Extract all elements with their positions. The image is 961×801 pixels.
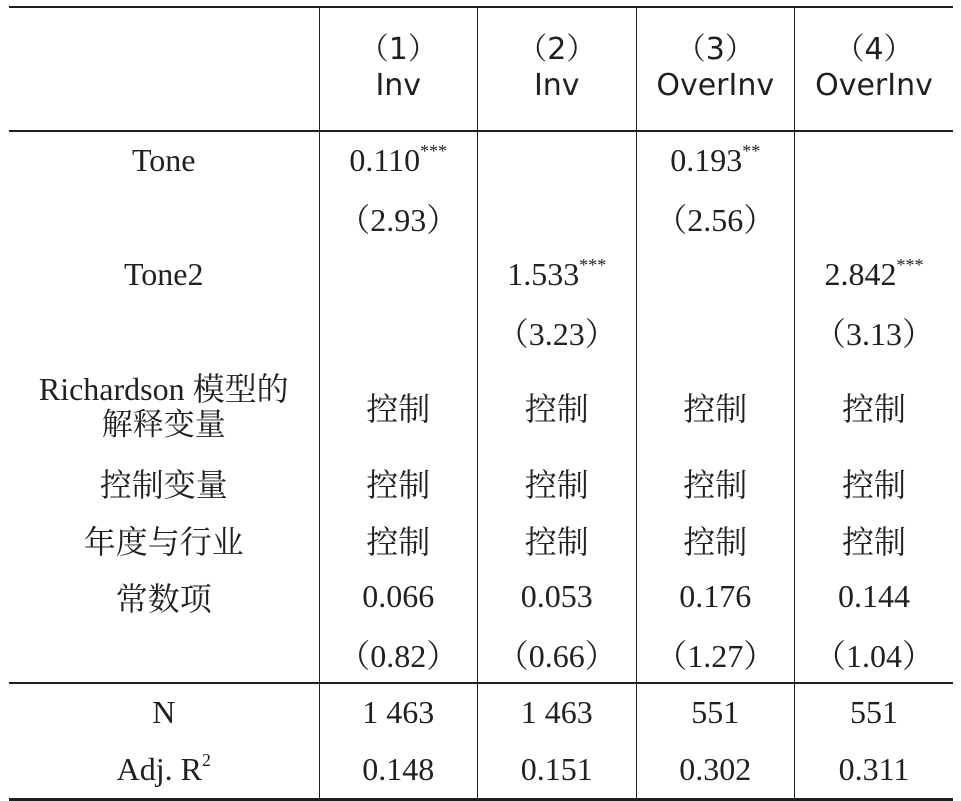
header-row xyxy=(9,6,953,131)
cell-tone-t-c3: （2.56） xyxy=(636,189,795,246)
cell-tone2-t-c3 xyxy=(636,303,795,360)
cell-controls-c1: 控制 xyxy=(319,454,478,511)
header-col-4 xyxy=(795,6,954,131)
row-label-n: N xyxy=(152,694,176,730)
coef-value: 0.193 xyxy=(670,142,743,178)
cell-year-industry-c2: 控制 xyxy=(478,511,637,568)
adj-r-label: Adj. R xyxy=(116,751,202,787)
header-col-4-variable: OverInv xyxy=(815,68,933,103)
row-label-richardson-line2: 解释变量 xyxy=(101,407,226,443)
table-row xyxy=(9,303,953,360)
cell-const-t-c2: （0.66） xyxy=(478,625,637,683)
table-row xyxy=(9,454,953,511)
row-label-tone: Tone xyxy=(131,142,196,178)
cell-const-c4: 0.144 xyxy=(795,568,954,625)
cell-n-c3: 551 xyxy=(636,683,795,741)
header-col-1-number: （1） xyxy=(358,32,438,67)
cell-tone-t-c4 xyxy=(795,189,954,246)
cell-controls-c3: 控制 xyxy=(636,454,795,511)
cell-richardson-c3: 控制 xyxy=(636,360,795,454)
coef-value: 0.110 xyxy=(349,142,421,178)
cell-const-c1: 0.066 xyxy=(319,568,478,625)
row-label-richardson-line1: Richardson 模型的 xyxy=(38,371,289,407)
cell-r2-c4: 0.311 xyxy=(795,741,954,800)
cell-r2-c1: 0.148 xyxy=(319,741,478,800)
cell-n-c2: 1 463 xyxy=(478,683,637,741)
cell-year-industry-c1: 控制 xyxy=(319,511,478,568)
significance-stars: ** xyxy=(742,141,761,161)
table-row xyxy=(9,741,953,800)
superscript-2: 2 xyxy=(201,750,211,770)
header-col-3-number: （3） xyxy=(675,32,755,67)
coef-value: 1.533 xyxy=(507,256,580,292)
row-label-blank xyxy=(9,189,319,246)
regression-table-container xyxy=(9,6,953,801)
header-blank xyxy=(9,6,319,131)
top-rule xyxy=(9,6,953,8)
significance-stars: *** xyxy=(579,255,607,275)
table-row xyxy=(9,246,953,303)
cell-const-t-c1: （0.82） xyxy=(319,625,478,683)
table-row xyxy=(9,189,953,246)
cell-r2-c2: 0.151 xyxy=(478,741,637,800)
cell-tone2-c4 xyxy=(795,246,954,303)
cell-const-c2: 0.053 xyxy=(478,568,637,625)
cell-tone2-t-c1 xyxy=(319,303,478,360)
cell-richardson-c1: 控制 xyxy=(319,360,478,454)
cell-const-t-c4: （1.04） xyxy=(795,625,954,683)
table-row xyxy=(9,511,953,568)
cell-r2-c3: 0.302 xyxy=(636,741,795,800)
cell-tone-c1 xyxy=(319,131,478,189)
cell-richardson-c2: 控制 xyxy=(478,360,637,454)
cell-tone-c4 xyxy=(795,131,954,189)
row-label-blank xyxy=(9,303,319,360)
cell-year-industry-c3: 控制 xyxy=(636,511,795,568)
cell-tone-t-c2 xyxy=(478,189,637,246)
header-col-1-variable: Inv xyxy=(375,68,422,103)
header-col-2 xyxy=(478,6,637,131)
row-label-year-industry: 年度与行业 xyxy=(83,523,244,560)
row-label-tone2: Tone2 xyxy=(123,256,204,292)
cell-const-c3: 0.176 xyxy=(636,568,795,625)
row-label-adj-r2 xyxy=(9,741,319,800)
cell-controls-c2: 控制 xyxy=(478,454,637,511)
row-label-richardson xyxy=(9,360,319,454)
regression-table xyxy=(9,6,953,801)
header-col-1 xyxy=(319,6,478,131)
cell-tone2-c2 xyxy=(478,246,637,303)
table-row xyxy=(9,568,953,625)
cell-tone2-c1 xyxy=(319,246,478,303)
cell-const-t-c3: （1.27） xyxy=(636,625,795,683)
cell-year-industry-c4: 控制 xyxy=(795,511,954,568)
coef-value: 2.842 xyxy=(824,256,897,292)
cell-n-c4: 551 xyxy=(795,683,954,741)
table-row xyxy=(9,360,953,454)
header-col-3 xyxy=(636,6,795,131)
significance-stars: *** xyxy=(896,255,924,275)
cell-tone-t-c1: （2.93） xyxy=(319,189,478,246)
cell-richardson-c4: 控制 xyxy=(795,360,954,454)
row-label-blank xyxy=(9,625,319,683)
cell-tone-c3 xyxy=(636,131,795,189)
header-col-2-number: （2） xyxy=(517,32,597,67)
header-col-2-variable: Inv xyxy=(533,68,580,103)
header-col-4-number: （4） xyxy=(834,32,914,67)
table-row xyxy=(9,683,953,741)
cell-tone2-c3 xyxy=(636,246,795,303)
significance-stars: *** xyxy=(420,141,448,161)
cell-tone-c2 xyxy=(478,131,637,189)
cell-tone2-t-c4: （3.13） xyxy=(795,303,954,360)
row-label-constant: 常数项 xyxy=(115,580,212,617)
cell-n-c1: 1 463 xyxy=(319,683,478,741)
cell-tone2-t-c2: （3.23） xyxy=(478,303,637,360)
table-row xyxy=(9,131,953,189)
cell-controls-c4: 控制 xyxy=(795,454,954,511)
row-label-controls: 控制变量 xyxy=(99,466,228,503)
table-row xyxy=(9,625,953,683)
header-col-3-variable: OverInv xyxy=(656,68,775,103)
